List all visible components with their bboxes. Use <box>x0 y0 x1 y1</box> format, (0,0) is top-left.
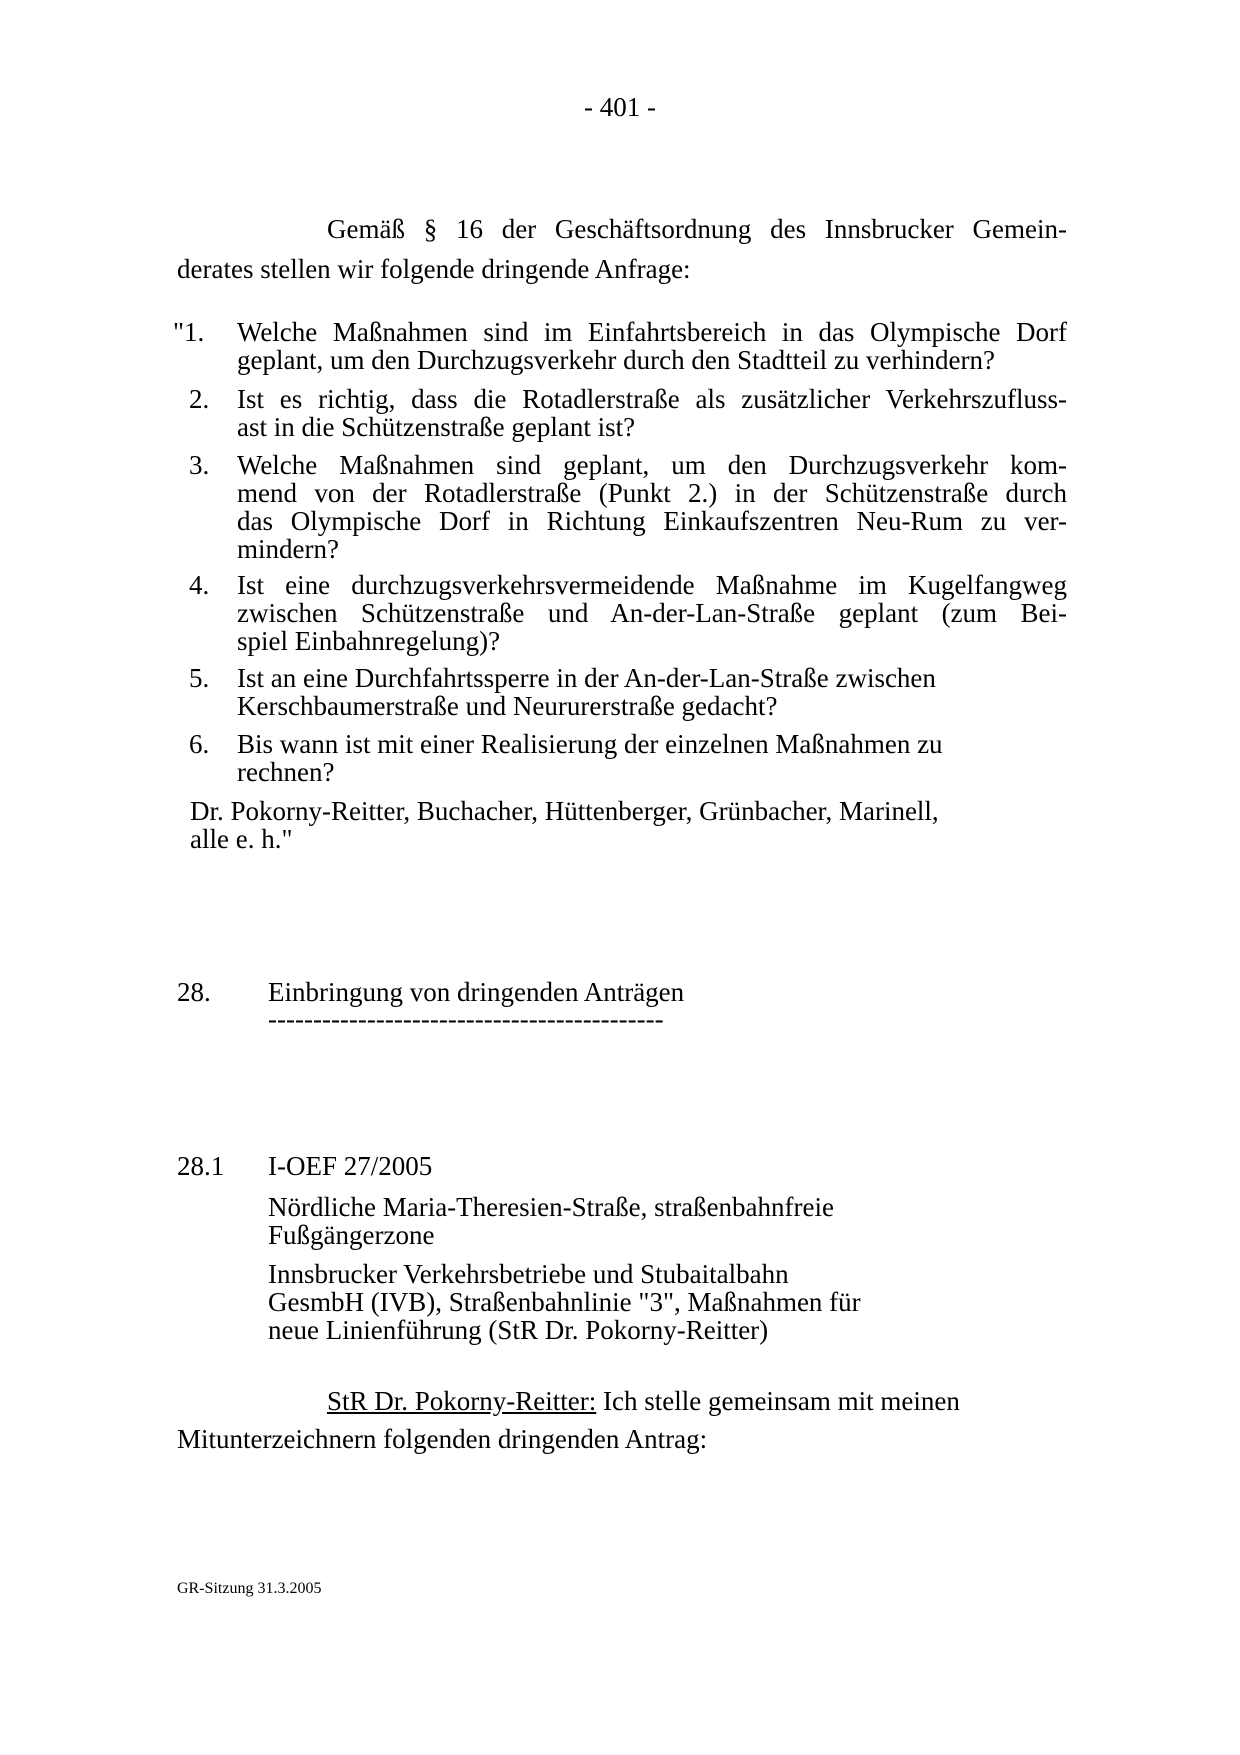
question-number: 2. <box>189 384 210 414</box>
section-28-number: 28. <box>177 977 211 1007</box>
question-text <box>237 451 1067 563</box>
question-line: mindern? <box>237 534 339 564</box>
section-28-underline: -------------------------------------------- <box>268 1004 664 1034</box>
section-28-1-number: 28.1 <box>177 1151 225 1181</box>
question-text <box>237 318 1067 374</box>
intro-line-1: Gemäß § 16 der Geschäftsordnung des Innsbrucker Gemein- <box>327 214 1067 244</box>
question-line: geplant, um den Durchzugsverkehr durch den Stadtteil zu verhindern? <box>237 345 995 375</box>
subject-line-2: Fußgängerzone <box>268 1220 435 1250</box>
detail-line-3: neue Linienführung (StR Dr. Pokorny-Reitter) <box>268 1315 769 1345</box>
question-line: mend von der Rotadlerstraße (Punkt 2.) in der Schützenstraße durch <box>237 478 1067 508</box>
question-number: 6. <box>189 729 210 759</box>
statement-text: Ich stelle gemeinsam mit meinen <box>596 1386 960 1416</box>
question-number: 3. <box>189 450 210 480</box>
question-line: Ist es richtig, dass die Rotadlerstraße als zusätzlicher Verkehrszufluss- <box>237 384 1067 414</box>
detail-block <box>268 1260 968 1344</box>
question-line: ast in die Schützenstraße geplant ist? <box>237 412 636 442</box>
footer-session-date: GR-Sitzung 31.3.2005 <box>177 1580 322 1597</box>
question-text <box>237 571 1067 655</box>
question-number: 5. <box>189 663 210 693</box>
question-text <box>237 664 1067 720</box>
question-number: "1. <box>173 317 205 347</box>
question-line: Bis wann ist mit einer Realisierung der einzelnen Maßnahmen zu <box>237 729 943 759</box>
question-line: Kerschbaumerstraße und Neururerstraße gedacht? <box>237 691 778 721</box>
subject-line-1: Nördliche Maria-Theresien-Straße, straßenbahnfreie <box>268 1192 834 1222</box>
speaker-name: StR Dr. Pokorny-Reitter: <box>327 1386 597 1416</box>
question-line: das Olympische Dorf in Richtung Einkaufszentren Neu-Rum zu ver- <box>237 506 1067 536</box>
question-line: Ist an eine Durchfahrtssperre in der An-der-Lan-Straße zwischen <box>237 663 936 693</box>
question-line: spiel Einbahnregelung)? <box>237 626 501 656</box>
question-line: Welche Maßnahmen sind im Einfahrtsbereich in das Olympische Dorf <box>237 317 1067 347</box>
statement-line-1 <box>327 1386 1067 1417</box>
statement-line-2: Mitunterzeichnern folgenden dringenden Antrag: <box>177 1424 708 1454</box>
question-line: zwischen Schützenstraße und An-der-Lan-Straße geplant (zum Bei- <box>237 598 1067 628</box>
question-text <box>237 385 1067 441</box>
question-line: rechnen? <box>237 757 335 787</box>
section-28-title: Einbringung von dringenden Anträgen <box>268 977 685 1007</box>
detail-line-2: GesmbH (IVB), Straßenbahnlinie "3", Maßnahmen für <box>268 1287 861 1317</box>
signers-block <box>190 797 1050 853</box>
question-line: Welche Maßnahmen sind geplant, um den Durchzugsverkehr kom- <box>237 450 1067 480</box>
question-line: Ist eine durchzugsverkehrsvermeidende Maßnahme im Kugelfangweg <box>237 570 1067 600</box>
question-text <box>237 730 1067 786</box>
detail-line-1: Innsbrucker Verkehrsbetriebe und Stubaitalbahn <box>268 1259 789 1289</box>
question-number: 4. <box>189 570 210 600</box>
signers-line-2: alle e. h." <box>190 824 293 854</box>
subject-block <box>268 1193 968 1249</box>
signers-line-1: Dr. Pokorny-Reitter, Buchacher, Hüttenberger, Grünbacher, Marinell, <box>190 796 939 826</box>
page-number: - 401 - <box>584 92 656 122</box>
intro-line-2: derates stellen wir folgende dringende Anfrage: <box>177 254 691 284</box>
section-28-1-code: I-OEF 27/2005 <box>268 1151 433 1181</box>
